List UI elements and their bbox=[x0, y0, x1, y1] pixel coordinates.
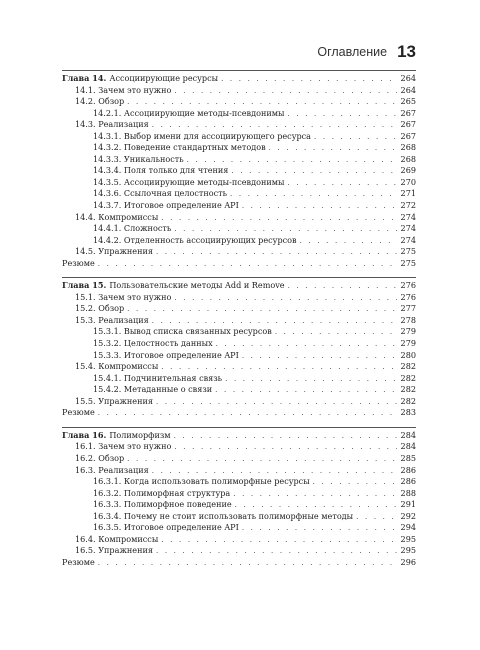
section-title: Обзор bbox=[98, 452, 125, 463]
section-title: Ссылочная целостность bbox=[123, 188, 228, 199]
dot-leader bbox=[314, 132, 397, 144]
dot-leader bbox=[288, 281, 397, 293]
section-number: 14.3.6. bbox=[93, 188, 122, 199]
section-title: Обзор bbox=[98, 96, 125, 107]
section-number: 14.3.4. bbox=[93, 165, 122, 176]
table-of-contents bbox=[62, 70, 416, 576]
toc-entry[interactable] bbox=[62, 188, 416, 200]
section-number: 16.3.1. bbox=[93, 476, 122, 487]
chapter-label: Глава 14. bbox=[62, 73, 107, 83]
dot-leader bbox=[98, 259, 397, 271]
page-ref: 284 bbox=[400, 429, 416, 440]
toc-entry[interactable] bbox=[62, 212, 416, 224]
section-number: 14.2.1. bbox=[93, 107, 122, 118]
page-ref: 278 bbox=[400, 314, 416, 325]
toc-entry[interactable] bbox=[62, 326, 416, 338]
section-title: Резюме bbox=[62, 257, 95, 268]
section-title: Реализация bbox=[98, 119, 149, 130]
dot-leader bbox=[161, 535, 397, 547]
section-number: 16.1. bbox=[75, 441, 96, 452]
page-ref: 274 bbox=[400, 234, 416, 245]
dot-leader bbox=[127, 304, 397, 316]
section-number: 15.3. bbox=[75, 314, 96, 325]
chapter-heading[interactable] bbox=[62, 73, 416, 85]
section-title: Когда использовать полиморфные ресурсы bbox=[123, 476, 310, 487]
running-head bbox=[62, 38, 416, 60]
dot-leader bbox=[98, 558, 397, 570]
toc-entry[interactable] bbox=[62, 177, 416, 189]
dot-leader bbox=[233, 489, 397, 501]
section-title: Уникальность bbox=[123, 153, 184, 164]
section-number: 15.3.2. bbox=[93, 338, 122, 349]
chapter-title: Ассоциирующие ресурсы bbox=[109, 73, 219, 83]
section-number: 14.3.7. bbox=[93, 200, 122, 211]
toc-entry[interactable] bbox=[62, 246, 416, 258]
section-number: 14.4.2. bbox=[93, 234, 122, 245]
section-number: 15.4. bbox=[75, 361, 96, 372]
dot-leader bbox=[174, 86, 397, 98]
section-title: Ассоциирующие методы-псевдонимы bbox=[123, 176, 285, 187]
section-number: 16.3. bbox=[75, 464, 96, 475]
toc-entry[interactable] bbox=[62, 373, 416, 385]
page-ref: 264 bbox=[400, 84, 416, 95]
toc-entry[interactable] bbox=[62, 453, 416, 465]
page-ref: 286 bbox=[400, 476, 416, 487]
dot-leader bbox=[300, 236, 397, 248]
toc-entry[interactable] bbox=[62, 384, 416, 396]
page-ref: 279 bbox=[400, 326, 416, 337]
toc-entry[interactable] bbox=[62, 361, 416, 373]
section-number: 15.4.1. bbox=[93, 372, 122, 383]
toc-entry-summary[interactable] bbox=[62, 258, 416, 270]
dot-leader bbox=[275, 327, 397, 339]
toc-entry[interactable] bbox=[62, 350, 416, 362]
toc-entry[interactable] bbox=[62, 488, 416, 500]
toc-entry[interactable] bbox=[62, 338, 416, 350]
page-ref: 282 bbox=[400, 361, 416, 372]
dot-leader bbox=[269, 143, 397, 155]
page-ref: 265 bbox=[400, 96, 416, 107]
page-ref: 282 bbox=[400, 395, 416, 406]
page-ref: 282 bbox=[400, 372, 416, 383]
dot-leader bbox=[242, 351, 397, 363]
toc-entry[interactable] bbox=[62, 96, 416, 108]
page-ref: 274 bbox=[400, 211, 416, 222]
page-ref: 292 bbox=[400, 510, 416, 521]
toc-entry[interactable] bbox=[62, 465, 416, 477]
section-number: 16.3.5. bbox=[93, 522, 122, 533]
dot-leader bbox=[161, 213, 397, 225]
dot-leader bbox=[230, 189, 397, 201]
dot-leader bbox=[127, 454, 397, 466]
section-number: 16.2. bbox=[75, 452, 96, 463]
toc-entry[interactable] bbox=[62, 235, 416, 247]
dot-leader bbox=[174, 431, 397, 443]
section-number: 15.1. bbox=[75, 291, 96, 302]
page-ref: 269 bbox=[400, 165, 416, 176]
section-title: Итоговое определение API bbox=[123, 349, 239, 360]
toc-entry[interactable] bbox=[62, 396, 416, 408]
page-ref: 277 bbox=[400, 303, 416, 314]
page-ref: 282 bbox=[400, 384, 416, 395]
toc-entry[interactable] bbox=[62, 85, 416, 97]
chapter-heading[interactable] bbox=[62, 430, 416, 442]
chapter-block bbox=[62, 70, 416, 269]
page-ref: 267 bbox=[400, 119, 416, 130]
toc-entry[interactable] bbox=[62, 119, 416, 131]
toc-entry[interactable] bbox=[62, 200, 416, 212]
section-number: 16.5. bbox=[75, 545, 96, 556]
section-title: Зачем это нужно bbox=[98, 291, 172, 302]
dot-leader bbox=[288, 109, 398, 121]
page-ref: 268 bbox=[400, 153, 416, 164]
page-ref: 285 bbox=[400, 452, 416, 463]
section-title: Реализация bbox=[98, 314, 149, 325]
toc-entry[interactable] bbox=[62, 522, 416, 534]
section-title: Компромиссы bbox=[98, 361, 159, 372]
dot-leader bbox=[242, 523, 397, 535]
page-ref: 288 bbox=[400, 487, 416, 498]
section-number: 14.3.1. bbox=[93, 130, 122, 141]
dot-leader bbox=[216, 339, 397, 351]
section-title: Зачем это нужно bbox=[98, 84, 172, 95]
page-ref: 274 bbox=[400, 223, 416, 234]
page-ref: 272 bbox=[400, 200, 416, 211]
chapter-title: Полиморфизм bbox=[109, 429, 171, 440]
chapter-label: Глава 15. bbox=[62, 280, 107, 291]
section-number: 16.3.4. bbox=[93, 510, 122, 521]
dot-leader bbox=[98, 408, 397, 420]
page-ref: 284 bbox=[400, 441, 416, 452]
toc-entry[interactable] bbox=[62, 499, 416, 511]
dot-leader bbox=[156, 247, 397, 259]
chapter-label: Глава 16. bbox=[62, 429, 107, 440]
toc-entry[interactable] bbox=[62, 511, 416, 523]
section-number: 14.3.5. bbox=[93, 176, 122, 187]
toc-entry[interactable] bbox=[62, 165, 416, 177]
chapter-block bbox=[62, 427, 416, 569]
page-ref: 291 bbox=[400, 499, 416, 510]
page-ref: 271 bbox=[400, 188, 416, 199]
section-title: Почему не стоит использовать полиморфные методы bbox=[123, 510, 354, 521]
page-ref: 295 bbox=[400, 545, 416, 556]
toc-entry[interactable] bbox=[62, 545, 416, 557]
page-ref: 268 bbox=[400, 142, 416, 153]
chapter-block bbox=[62, 277, 416, 419]
page-ref: 275 bbox=[400, 257, 416, 268]
section-number: 15.2. bbox=[75, 303, 96, 314]
page-ref: 283 bbox=[400, 407, 416, 418]
dot-leader bbox=[313, 477, 397, 489]
toc-entry-summary[interactable] bbox=[62, 407, 416, 419]
section-number: 15.3.3. bbox=[93, 349, 122, 360]
section-title: Упражнения bbox=[98, 545, 153, 556]
section-title: Полиморфная структура bbox=[123, 487, 231, 498]
section-title: Ассоциирующие методы-псевдонимы bbox=[123, 107, 285, 118]
section-title: Отделенность ассоциирующих ресурсов bbox=[123, 234, 297, 245]
chapter-heading[interactable] bbox=[62, 280, 416, 292]
dot-leader bbox=[174, 442, 397, 454]
toc-entry[interactable] bbox=[62, 142, 416, 154]
section-title: Метаданные о связи bbox=[123, 384, 213, 395]
dot-leader bbox=[356, 512, 397, 524]
dot-leader bbox=[215, 385, 397, 397]
toc-entry[interactable] bbox=[62, 292, 416, 304]
page-ref: 264 bbox=[400, 73, 416, 83]
section-number: 14.4. bbox=[75, 211, 96, 222]
toc-entry[interactable] bbox=[62, 131, 416, 143]
section-title: Итоговое определение API bbox=[123, 522, 239, 533]
dot-leader bbox=[156, 397, 397, 409]
section-number: 14.4.1. bbox=[93, 223, 122, 234]
page-ref: 276 bbox=[400, 280, 416, 291]
page-ref: 270 bbox=[400, 176, 416, 187]
section-number: 14.2. bbox=[75, 96, 96, 107]
running-head-title: Оглавление bbox=[317, 44, 388, 59]
toc-entry[interactable] bbox=[62, 154, 416, 166]
section-title: Полиморфное поведение bbox=[123, 499, 232, 510]
page-ref: 296 bbox=[400, 556, 416, 567]
section-title: Поведение стандартных методов bbox=[123, 142, 266, 153]
section-title: Компромиссы bbox=[98, 533, 159, 544]
page-ref: 279 bbox=[400, 338, 416, 349]
section-title: Поля только для чтения bbox=[123, 165, 229, 176]
section-number: 15.5. bbox=[75, 395, 96, 406]
section-title: Целостность данных bbox=[123, 338, 213, 349]
section-title: Упражнения bbox=[98, 395, 153, 406]
page-ref: 286 bbox=[400, 464, 416, 475]
section-number: 14.1. bbox=[75, 84, 96, 95]
dot-leader bbox=[221, 74, 397, 86]
section-title: Резюме bbox=[62, 407, 95, 418]
page-ref: 267 bbox=[400, 107, 416, 118]
section-title: Итоговое определение API bbox=[123, 200, 239, 211]
page-number: 13 bbox=[397, 42, 416, 61]
page-ref: 280 bbox=[400, 349, 416, 360]
toc-entry[interactable] bbox=[62, 303, 416, 315]
section-number: 16.3.2. bbox=[93, 487, 122, 498]
section-title: Реализация bbox=[98, 464, 149, 475]
dot-leader bbox=[288, 178, 398, 190]
dot-leader bbox=[225, 374, 397, 386]
page-ref: 295 bbox=[400, 533, 416, 544]
section-title: Подчинительная связь bbox=[123, 372, 223, 383]
section-number: 14.5. bbox=[75, 246, 96, 257]
section-title: Вывод списка связанных ресурсов bbox=[123, 326, 272, 337]
section-title: Упражнения bbox=[98, 246, 153, 257]
section-number: 16.3.3. bbox=[93, 499, 122, 510]
section-title: Сложность bbox=[123, 223, 172, 234]
section-title: Обзор bbox=[98, 303, 125, 314]
page-ref: 267 bbox=[400, 130, 416, 141]
section-number: 14.3. bbox=[75, 119, 96, 130]
page-ref: 294 bbox=[400, 522, 416, 533]
section-title: Выбор имени для ассоциирующего ресурса bbox=[123, 130, 311, 141]
page-ref: 276 bbox=[400, 291, 416, 302]
toc-entry[interactable] bbox=[62, 108, 416, 120]
section-number: 15.4.2. bbox=[93, 384, 122, 395]
section-title: Компромиссы bbox=[98, 211, 159, 222]
chapter-title: Пользовательские методы Add и Remove bbox=[109, 280, 285, 291]
section-title: Зачем это нужно bbox=[98, 441, 172, 452]
toc-entry[interactable] bbox=[62, 534, 416, 546]
section-number: 14.3.3. bbox=[93, 153, 122, 164]
toc-entry[interactable] bbox=[62, 476, 416, 488]
dot-leader bbox=[174, 293, 397, 305]
section-number: 15.3.1. bbox=[93, 326, 122, 337]
dot-leader bbox=[156, 546, 397, 558]
toc-entry-summary[interactable] bbox=[62, 557, 416, 569]
toc-entry[interactable] bbox=[62, 441, 416, 453]
page-ref: 275 bbox=[400, 246, 416, 257]
section-number: 16.4. bbox=[75, 533, 96, 544]
toc-entry[interactable] bbox=[62, 223, 416, 235]
section-title: Резюме bbox=[62, 556, 95, 567]
toc-entry[interactable] bbox=[62, 315, 416, 327]
section-number: 14.3.2. bbox=[93, 142, 122, 153]
dot-leader bbox=[242, 201, 397, 213]
